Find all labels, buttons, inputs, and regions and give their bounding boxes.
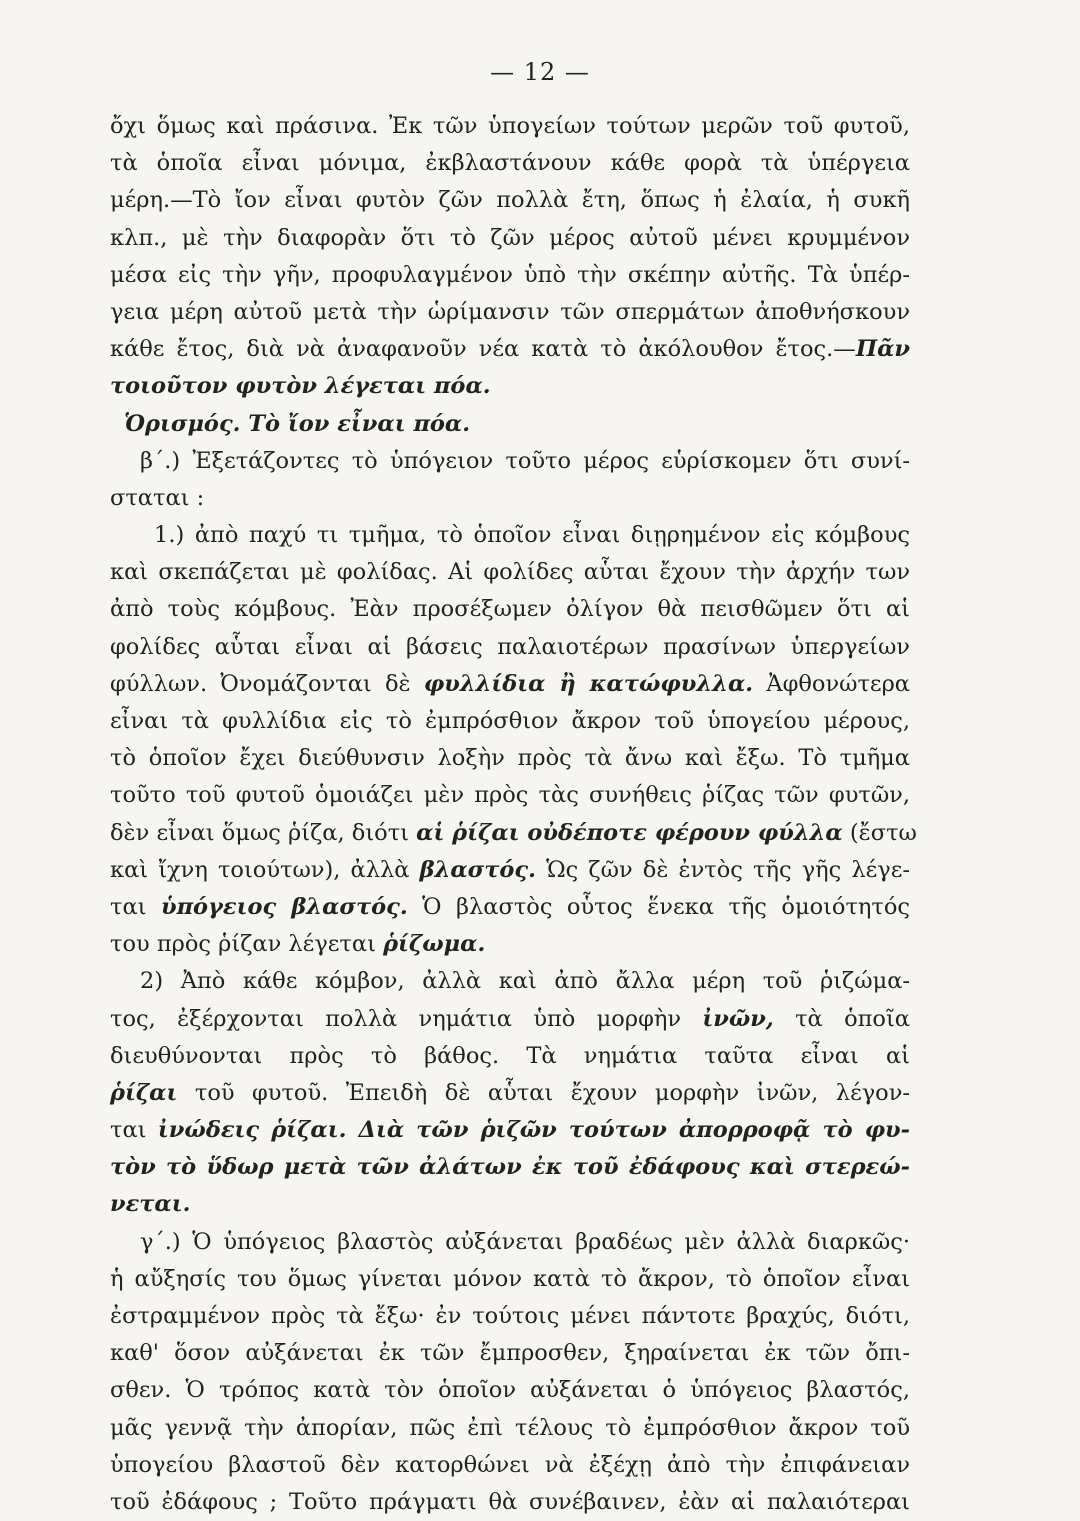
page-number: — 12 — [490,58,590,86]
text-line: ἡ αὔξησίς του ὅμως γίνεται μόνον κατὰ τὸ ἄκρον, τὸ ὁποῖον εἶναι [110,1265,910,1292]
text-line: τοῦ ἐδάφους ; Τοῦτο πράγματι θὰ συνέβαινεν, ἐὰν αἱ παλαιότεραι [110,1488,910,1515]
bold-term: ῥίζαι [110,1079,178,1106]
text-line [110,368,910,405]
text-line: ὄχι ὅμως καὶ πράσινα. Ἐκ τῶν ὑπογείων τούτων μερῶν τοῦ φυτοῦ, [110,113,910,139]
text-line: κλπ., μὲ τὴν διαφορὰν ὅτι τὸ ζῶν μέρος αὐτοῦ μένει κρυμμένον [110,224,910,251]
text-line: καθ' ὅσον αὐξάνεται ἐκ τῶν ἔμπροσθεν, ξηραίνεται ἐκ τῶν ὄπι- [110,1340,910,1367]
bold-term: νεται. [110,1191,191,1218]
text-line: τοῦτο τοῦ φυτοῦ ὁμοιάζει μὲν πρὸς τὰς συνήθεις ῥίζας τῶν φυτῶν, [110,782,910,809]
text-line [110,1112,910,1149]
text-line: διευθύνονται πρὸς τὸ βάθος. Τὰ νημάτια ταῦτα εἶναι αἱ [110,1042,910,1069]
text-line [110,815,917,852]
bold-term: Πᾶν [855,336,910,363]
text-line: σταται : [110,484,205,511]
bold-term: τὸν τὸ ὕδωρ μετὰ τῶν ἀλάτων ἐκ τοῦ ἐδάφους καὶ στερεώ- [110,1154,910,1181]
bold-term: ἰνώδεις ῥίζαι. Διὰ τῶν ῥιζῶν τούτων ἀπορροφᾷ τὸ φυ- [157,1117,911,1144]
text-line: εἶναι τὰ φυλλίδια εἰς τὸ ἐμπρόσθιον ἄκρον τοῦ ὑπογείου μέρους, [110,708,910,734]
bold-term: ἰνῶν, [702,1005,774,1032]
definition-line [110,406,910,443]
text-line: β΄.) Ἐξετάζοντες τὸ ὑπόγειον τοῦτο μέρος εὑρίσκομεν ὅτι συνί- [140,447,910,474]
text-span: ται [110,1117,147,1144]
text-line: μέρη.—Τὸ ἴον εἶναι φυτὸν ζῶν πολλὰ ἔτη, ὅπως ἡ ἐλαία, ἡ συκῆ [110,187,910,214]
text-span: του πρὸς ῥίζαν λέγεται [110,931,376,958]
text-span: τὰ ὁποῖα [795,1005,910,1032]
text-line: μᾶς γεννᾷ τὴν ἀπορίαν, πῶς ἐπὶ τέλους τὸ ἐμπρόσθιον ἄκρον τοῦ [110,1414,910,1441]
text-span: καὶ ἴχνη τοιούτων), ἀλλὰ [110,856,410,883]
text-span: Ὁ βλαστὸς οὗτος ἕνεκα τῆς ὁμοιότητός [422,893,911,920]
text-line [110,926,910,963]
text-line: 1.) ἀπὸ παχύ τι τμῆμα, τὸ ὁποῖον εἶναι διῃρημένον εἰς κόμβους [154,522,910,549]
text-line: ἀπὸ τοὺς κόμβους. Ἐὰν προσέξωμεν ὀλίγον θὰ πεισθῶμεν ὅτι αἱ [110,596,910,623]
text-line: ὑπογείου βλαστοῦ δὲν κατορθώνει νὰ ἐξέχῃ ἀπὸ τὴν ἐπιφάνειαν [110,1451,910,1478]
text-line [110,1149,910,1186]
text-span: τος, ἐξέρχονται πολλὰ νημάτια ὑπὸ μορφὴν [110,1005,681,1032]
text-span: φύλλων. Ὀνομάζονται δὲ [110,670,411,697]
text-span: Ὡς ζῶν δὲ ἐντὸς τῆς γῆς λέγε- [546,856,911,883]
bold-term: φυλλίδια ἢ κατώφυλλα. [423,670,754,697]
text-line: μέσα εἰς τὴν γῆν, προφυλαγμένον ὑπὸ τὴν σκέπην αὐτῆς. Τὰ ὑπέρ- [110,261,910,288]
text-line [110,1186,910,1223]
text-span: (ἔστω [849,819,917,846]
bold-term: βλαστός. [419,856,536,883]
text-line [110,1075,910,1112]
text-line [110,852,910,889]
text-line: γεια μέρη αὐτοῦ μετὰ τὴν ὡρίμανσιν τῶν σπερμάτων ἀποθνήσκουν [110,298,910,325]
text-line: τὰ ὁποῖα εἶναι μόνιμα, ἐκβλαστάνουν κάθε φορὰ τὰ ὑπέργεια [110,150,910,177]
text-line: γ΄.) Ὁ ὑπόγειος βλαστὸς αὐξάνεται βραδέως μὲν ἀλλὰ διαρκῶς· [140,1228,910,1255]
text-line: καὶ σκεπάζεται μὲ φολίδας. Αἱ φολίδες αὗται ἔχουν τὴν ἀρχήν των [110,559,910,586]
text-span: δὲν εἶναι ὅμως ῥίζα, διότι [110,819,409,846]
text-line: τὸ ὁποῖον ἔχει διεύθυνσιν λοξὴν πρὸς τὰ ἄνω καὶ ἔξω. Τὸ τμῆμα [110,745,910,772]
text-line [110,666,910,703]
bold-term: τοιοῦτον φυτὸν λέγεται πόα. [110,373,491,400]
text-line [110,889,910,926]
text-line [110,1001,910,1038]
text-line: ἐστραμμένον πρὸς τὰ ἔξω· ἐν τούτοις μένει πάντοτε βραχύς, διότι, [110,1303,910,1329]
text-span: κάθε ἔτος, διὰ νὰ ἀναφανοῦν νέα κατὰ τὸ ἀκόλουθον ἔτος.— [110,336,856,363]
bold-term: αἱ ῥίζαι οὐδέποτε φέρουν φύλλα [416,819,843,846]
definition: Ὁρισμός. Τὸ ἴον εἶναι πόα. [124,410,471,437]
bold-term: ὑπόγειος βλαστός. [160,893,408,920]
text-span: τοῦ φυτοῦ. Ἐπειδὴ δὲ αὗται ἔχουν μορφὴν ἰνῶν, λέγον- [194,1079,910,1106]
text-span: Ἀφθονώτερα [766,670,910,697]
text-line: σθεν. Ὁ τρόπος κατὰ τὸν ὁποῖον αὐξάνεται ὁ ὑπόγειος βλαστός, [110,1377,910,1404]
text-span: ται [110,893,147,920]
text-line: φολίδες αὗται εἶναι αἱ βάσεις παλαιοτέρων πρασίνων ὑπεργείων [110,633,910,660]
body-text [110,108,917,1521]
text-line: 2) Ἀπὸ κάθε κόμβον, ἀλλὰ καὶ ἀπὸ ἄλλα μέρη τοῦ ῥιζώμα- [140,968,910,995]
text-line [110,331,910,368]
bold-term: ῥίζωμα. [383,931,486,958]
